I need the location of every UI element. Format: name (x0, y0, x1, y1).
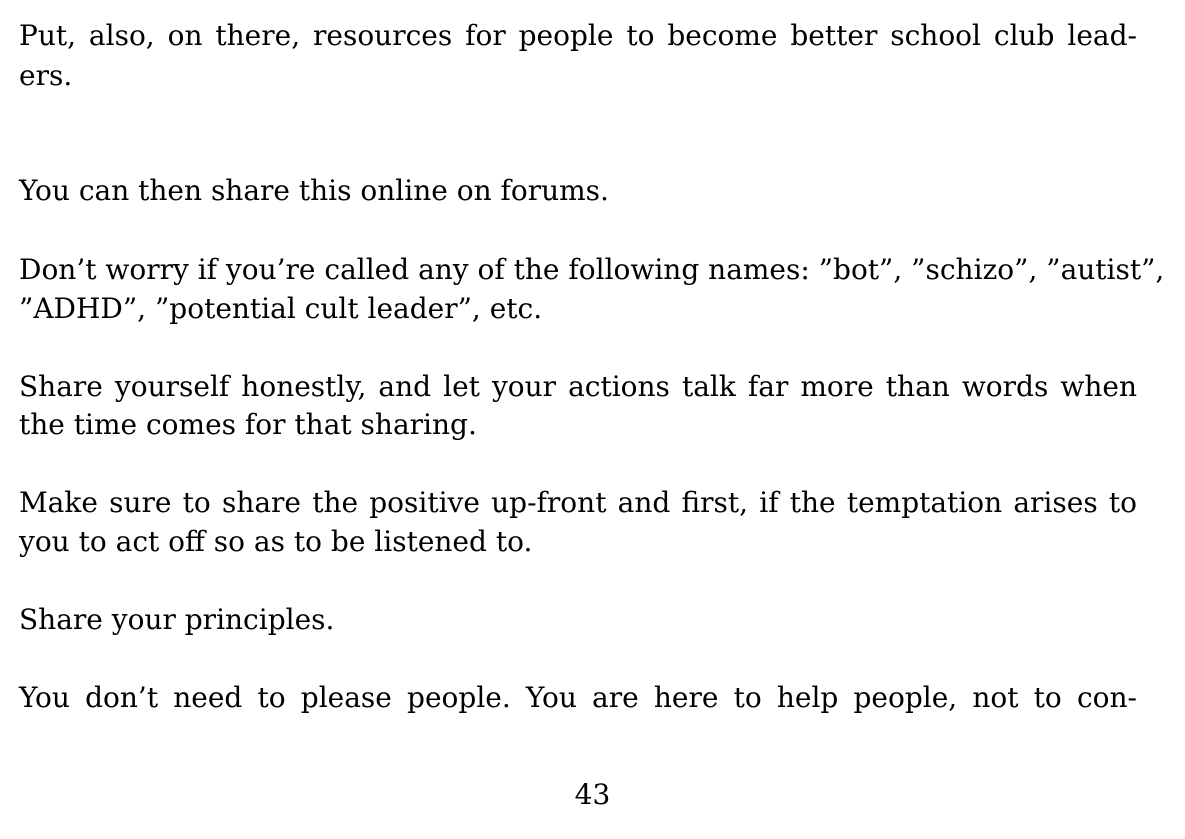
paragraph-2-line-1: You can then share this online on forums. (19, 174, 609, 207)
paragraph-4-line-1: Share yourself honestly, and let your actions talk far more than words when (19, 370, 1137, 403)
paragraph-1-line-2: ers. (19, 59, 73, 92)
paragraph-5-line-2: you to act off so as to be listened to. (19, 525, 533, 558)
paragraph-5-line-1: Make sure to share the positive up-front and first, if the temptation arises to (19, 486, 1137, 519)
paragraph-3-line-2: ”ADHD”, ”potential cult leader”, etc. (19, 292, 543, 325)
paragraph-1-line-1: Put, also, on there, resources for people to become better school club lead- (19, 19, 1137, 52)
paragraph-6-line-1: Share your principles. (19, 603, 335, 636)
paragraph-3-line-1: Don’t worry if you’re called any of the following names: ”bot”, ”schizo”, ”autist”, (19, 253, 1165, 286)
paragraph-4-line-2: the time comes for that sharing. (19, 408, 477, 441)
paragraph-7-line-1: You don’t need to please people. You are here to help people, not to con- (19, 681, 1137, 714)
page-number: 43 (574, 778, 611, 811)
